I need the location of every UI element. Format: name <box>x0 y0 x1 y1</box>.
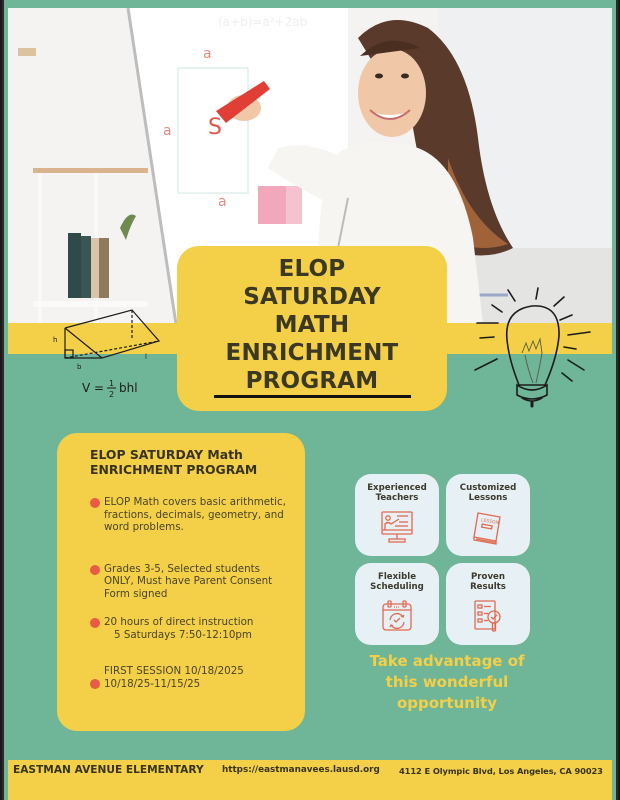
info-heading-line1: ELOP SATURDAY Math <box>90 447 243 462</box>
feature-label: Experienced <box>367 483 427 493</box>
call-to-action <box>332 651 562 714</box>
svg-text:a: a <box>218 194 227 210</box>
title-line-program: PROGRAM <box>245 368 379 394</box>
bullet-dot-icon <box>90 565 100 575</box>
bullet-dot-icon <box>90 498 100 508</box>
svg-text:(a+b)=a²+2ab: (a+b)=a²+2ab <box>218 15 308 29</box>
flyer <box>2 0 618 800</box>
svg-text:LESSON: LESSON <box>480 518 500 527</box>
feature-label: Proven <box>471 572 505 582</box>
program-info-card <box>57 433 305 731</box>
info-heading <box>90 447 291 477</box>
title-line-elop: ELOP <box>278 256 346 282</box>
feature-label: Customized <box>459 483 517 493</box>
lesson-book-icon <box>470 509 506 545</box>
cta-line: opportunity <box>396 694 498 712</box>
svg-text:S: S <box>208 115 222 140</box>
computer-presentation-icon <box>379 509 415 545</box>
bullet-text: FIRST SESSION 10/18/2025 <box>104 665 244 677</box>
bullet-dot-icon <box>90 618 100 628</box>
cta-line: Take advantage of <box>369 652 525 670</box>
title-line-math: MATH <box>274 312 350 338</box>
bullet-subtext: 10/18/25-11/15/25 <box>104 677 201 690</box>
bullet-text: Grades 3-5, Selected students ONLY, Must have Parent Consent Form signed <box>104 562 273 600</box>
bullet-text: ELOP Math covers basic arithmetic, fractions, decimals, geometry, and word problems. <box>104 496 286 533</box>
program-title-box <box>177 246 447 411</box>
bullet-curriculum <box>90 496 291 534</box>
lightbulb-icon <box>472 285 592 410</box>
feature-experienced-teachers <box>355 474 439 556</box>
svg-text:b: b <box>77 363 82 371</box>
footer <box>8 760 612 800</box>
bullet-session-dates <box>90 665 291 690</box>
school-address: 4112 E Olympic Blvd, Los Angeles, CA 90023 <box>399 766 603 776</box>
svg-text:h: h <box>53 336 58 344</box>
triangular-prism-doodle <box>47 308 177 403</box>
title-line-enrichment: ENRICHMENT <box>225 340 399 366</box>
title-underline <box>214 395 411 398</box>
calendar-refresh-icon <box>379 598 415 634</box>
feature-label: Results <box>470 582 506 592</box>
feature-label: Lessons <box>468 493 508 503</box>
left-edge <box>2 0 4 800</box>
right-edge <box>616 0 618 800</box>
feature-label: Scheduling <box>370 582 424 592</box>
school-name: EASTMAN AVENUE ELEMENTARY <box>13 764 204 776</box>
feature-proven-results <box>446 563 530 645</box>
title-line-saturday: SATURDAY <box>243 284 381 310</box>
svg-text:bhl: bhl <box>119 381 138 395</box>
bullet-schedule-hours <box>90 616 291 641</box>
svg-text:a: a <box>163 123 172 139</box>
cta-line: this wonderful <box>385 673 509 691</box>
checklist-magnifier-icon <box>470 598 506 634</box>
feature-customized-lessons <box>446 474 530 556</box>
feature-label: Flexible <box>377 572 417 582</box>
school-website-link[interactable]: https://eastmanavees.lausd.org <box>222 765 380 775</box>
svg-text:1: 1 <box>109 379 115 388</box>
svg-text:l: l <box>145 353 147 361</box>
bullet-dot-icon <box>90 679 100 689</box>
bullet-text: 20 hours of direct instruction <box>104 616 254 628</box>
info-heading-line2: ENRICHMENT PROGRAM <box>90 462 258 477</box>
svg-text:2: 2 <box>109 390 115 399</box>
feature-label: Teachers <box>375 493 419 503</box>
svg-text:V =: V = <box>82 381 105 395</box>
svg-text:a: a <box>203 46 212 62</box>
feature-flexible-scheduling <box>355 563 439 645</box>
bullet-subtext: 5 Saturdays 7:50-12:10pm <box>114 628 252 641</box>
bullet-eligibility <box>90 563 291 601</box>
